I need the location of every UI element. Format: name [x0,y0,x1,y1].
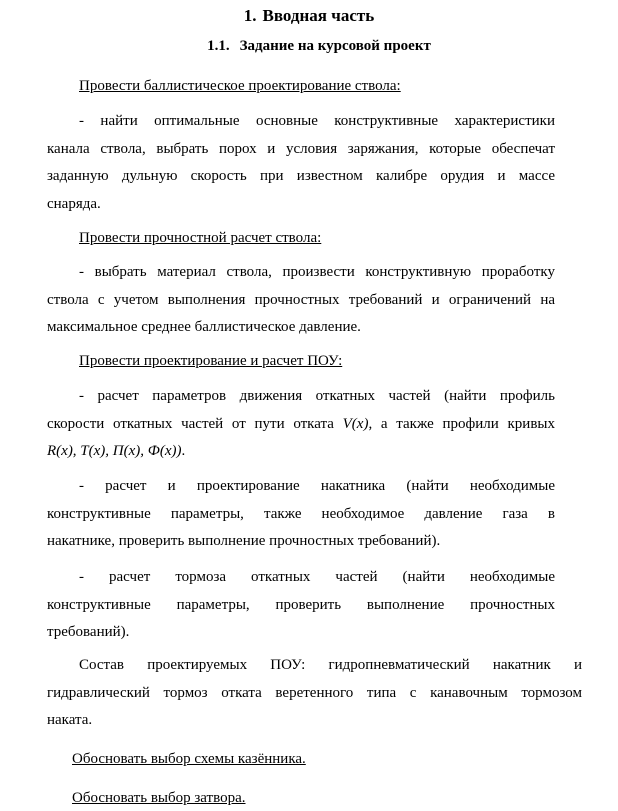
formula: V(x) [342,415,369,432]
text-line: снаряда. [47,195,101,212]
text-line: - выбрать материал ствола, произвести конструктивную проработку [79,264,555,280]
text-line: - расчет параметров движения откатных частей (найти профиль [79,388,555,404]
subsection-title-text: Задание на курсовой проект [239,38,431,54]
recoil-item-1 [47,383,555,466]
text-line: заданную дульную скорость при известном калибре орудия и массе [47,168,555,184]
text-line: конструктивные параметры, проверить выполнение прочностных [47,596,555,613]
section-number: 1. [243,6,257,25]
subsection-title [0,38,618,55]
breech-scheme-item: Обосновать выбор схемы казённика. [72,751,306,767]
text-line: - расчет и проектирование накатника (найти необходимые [79,478,555,494]
text-line: накатнике, проверить выполнение прочностных требований). [47,533,441,549]
recoil-item-3 [47,564,555,647]
ballistic-heading: Провести баллистическое проектирование ствола: [79,78,401,94]
text-fragment: скорости откатных частей от пути отката [47,415,343,432]
breech-block-item: Обосновать выбор затвора. [72,790,246,806]
text-line: гидравлический тормоз отката веретенного типа с канавочным тормозом [47,684,582,701]
text-line: канала ствола, выбрать порох и условия заряжания, которые обеспечат [47,140,555,157]
text-line: Состав проектируемых ПОУ: гидропневматический накатник и [79,657,582,673]
text-line [47,411,555,439]
section-title-text: Вводная часть [262,6,375,25]
text-line: ствола с учетом выполнения прочностных требований и ограничений на [47,291,555,308]
strength-paragraph [47,259,555,342]
formula: R(x), T(x), П(x), Ф(x)) [47,443,182,459]
text-line: наката. [47,712,93,728]
text-fragment: . [181,443,186,459]
subsection-number: 1.1. [207,38,230,54]
text-line: - расчет тормоза откатных частей (найти необходимые [79,569,555,585]
ballistic-paragraph [47,108,555,218]
section-title [0,6,618,26]
text-line [47,438,555,466]
text-line: - найти оптимальные основные конструктивные характеристики [79,113,555,129]
recoil-heading: Провести проектирование и расчет ПОУ: [79,353,343,369]
text-fragment: , а также профили кривых [368,415,555,432]
composition-paragraph [47,652,582,735]
text-line: конструктивные параметры, также необходимое давление газа в [47,505,555,522]
text-line: требований). [47,624,130,640]
strength-heading: Провести прочностной расчет ствола: [79,230,322,246]
text-line: максимальное среднее баллистическое давление. [47,319,361,335]
recoil-item-2 [47,473,555,556]
